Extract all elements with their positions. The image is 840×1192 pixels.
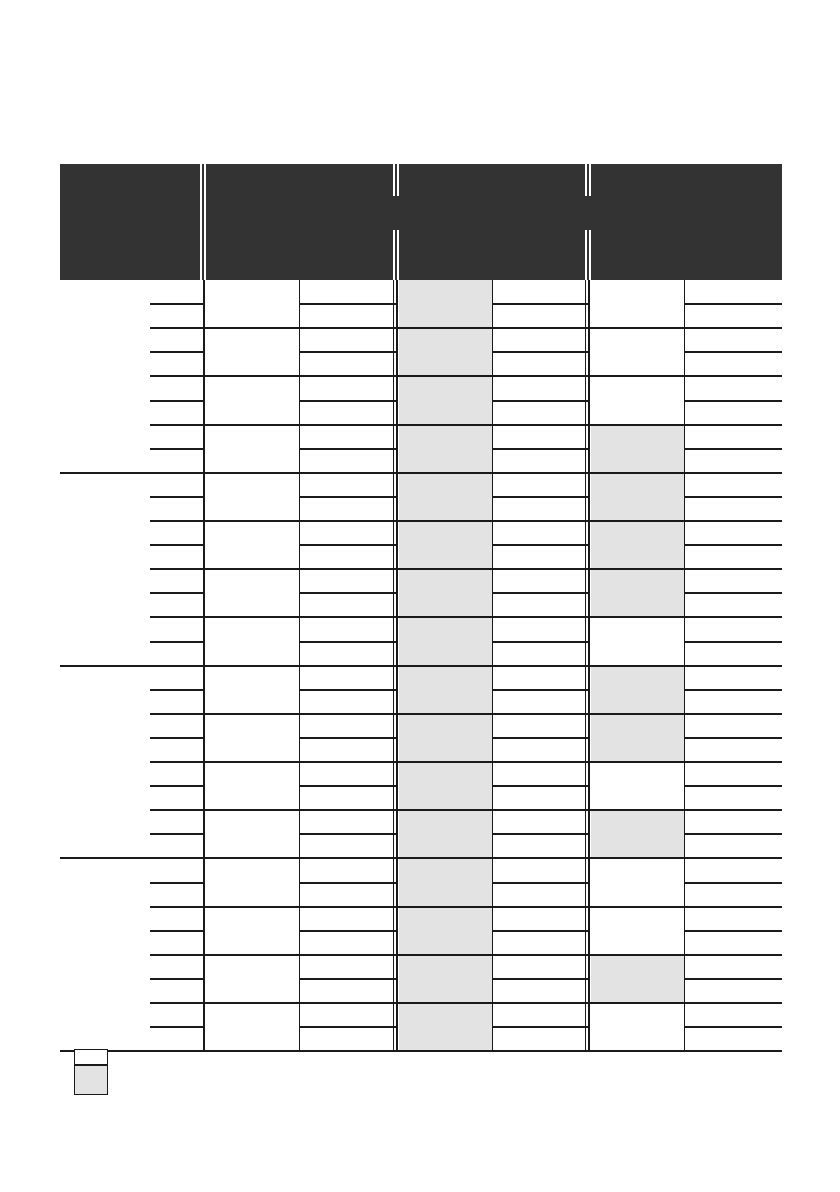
- row-separator: [493, 882, 588, 884]
- row-separator: [150, 713, 782, 715]
- row-separator: [150, 303, 204, 305]
- row-separator: [685, 882, 782, 884]
- row-separator: [300, 400, 396, 402]
- row-separator: [493, 351, 588, 353]
- row-separator: [150, 689, 204, 691]
- column-divider: [684, 280, 685, 1051]
- row-separator: [300, 930, 396, 932]
- row-separator: [493, 592, 588, 594]
- row-separator: [685, 351, 782, 353]
- row-separator: [150, 351, 204, 353]
- row-separator: [300, 689, 396, 691]
- row-separator: [150, 448, 204, 450]
- row-separator: [150, 592, 204, 594]
- row-separator: [300, 737, 396, 739]
- header-separator: [202, 164, 204, 280]
- row-separator: [150, 544, 204, 546]
- row-separator: [150, 833, 204, 835]
- row-separator: [685, 930, 782, 932]
- row-separator: [150, 568, 782, 570]
- row-separator: [300, 351, 396, 353]
- shaded-cell: [591, 666, 685, 714]
- row-separator: [150, 809, 782, 811]
- row-separator: [685, 400, 782, 402]
- row-separator: [150, 785, 204, 787]
- row-separator: [150, 616, 782, 618]
- row-separator: [150, 1002, 782, 1004]
- header-subdivider: [393, 196, 591, 230]
- shaded-cell: [591, 810, 685, 858]
- row-separator: [300, 785, 396, 787]
- row-separator: [685, 496, 782, 498]
- row-separator: [300, 833, 396, 835]
- row-separator: [300, 641, 396, 643]
- shaded-cell: [591, 521, 685, 569]
- row-separator: [685, 303, 782, 305]
- group-separator: [60, 857, 782, 859]
- row-separator: [493, 448, 588, 450]
- row-separator: [300, 303, 396, 305]
- legend-swatch-grey: [74, 1065, 108, 1095]
- row-separator: [300, 1026, 396, 1028]
- row-separator: [150, 424, 782, 426]
- row-separator: [300, 882, 396, 884]
- row-separator: [685, 689, 782, 691]
- row-separator: [493, 689, 588, 691]
- row-separator: [150, 737, 204, 739]
- legend-swatch-white: [74, 1049, 108, 1065]
- column-divider: [492, 280, 493, 1051]
- row-separator: [150, 954, 782, 956]
- row-separator: [493, 641, 588, 643]
- group-separator: [60, 472, 782, 474]
- row-separator: [493, 1026, 588, 1028]
- row-separator: [493, 737, 588, 739]
- shaded-cell: [591, 955, 685, 1003]
- row-separator: [685, 592, 782, 594]
- row-separator: [685, 833, 782, 835]
- row-separator: [685, 544, 782, 546]
- shaded-cell: [591, 425, 685, 473]
- row-separator: [150, 882, 204, 884]
- row-separator: [300, 592, 396, 594]
- shaded-cell: [591, 473, 685, 521]
- table-bottom-rule: [60, 1050, 782, 1052]
- row-separator: [493, 303, 588, 305]
- row-separator: [493, 400, 588, 402]
- shaded-cell: [591, 714, 685, 762]
- row-separator: [493, 833, 588, 835]
- row-separator: [150, 375, 782, 377]
- row-separator: [150, 906, 782, 908]
- row-separator: [493, 930, 588, 932]
- row-separator: [685, 737, 782, 739]
- row-separator: [685, 978, 782, 980]
- row-separator: [300, 544, 396, 546]
- row-separator: [150, 520, 782, 522]
- row-separator: [300, 496, 396, 498]
- row-separator: [300, 448, 396, 450]
- row-separator: [150, 496, 204, 498]
- row-separator: [150, 978, 204, 980]
- group-separator: [60, 665, 782, 667]
- row-separator: [150, 641, 204, 643]
- row-separator: [150, 930, 204, 932]
- column-divider: [299, 280, 300, 1051]
- row-separator: [685, 785, 782, 787]
- row-separator: [493, 544, 588, 546]
- row-separator: [150, 1026, 204, 1028]
- row-separator: [493, 785, 588, 787]
- shaded-cell: [591, 569, 685, 617]
- row-separator: [493, 496, 588, 498]
- row-separator: [150, 761, 782, 763]
- row-separator: [685, 448, 782, 450]
- row-separator: [150, 327, 782, 329]
- row-separator: [150, 400, 204, 402]
- row-separator: [300, 978, 396, 980]
- row-separator: [685, 1026, 782, 1028]
- row-separator: [685, 641, 782, 643]
- row-separator: [493, 978, 588, 980]
